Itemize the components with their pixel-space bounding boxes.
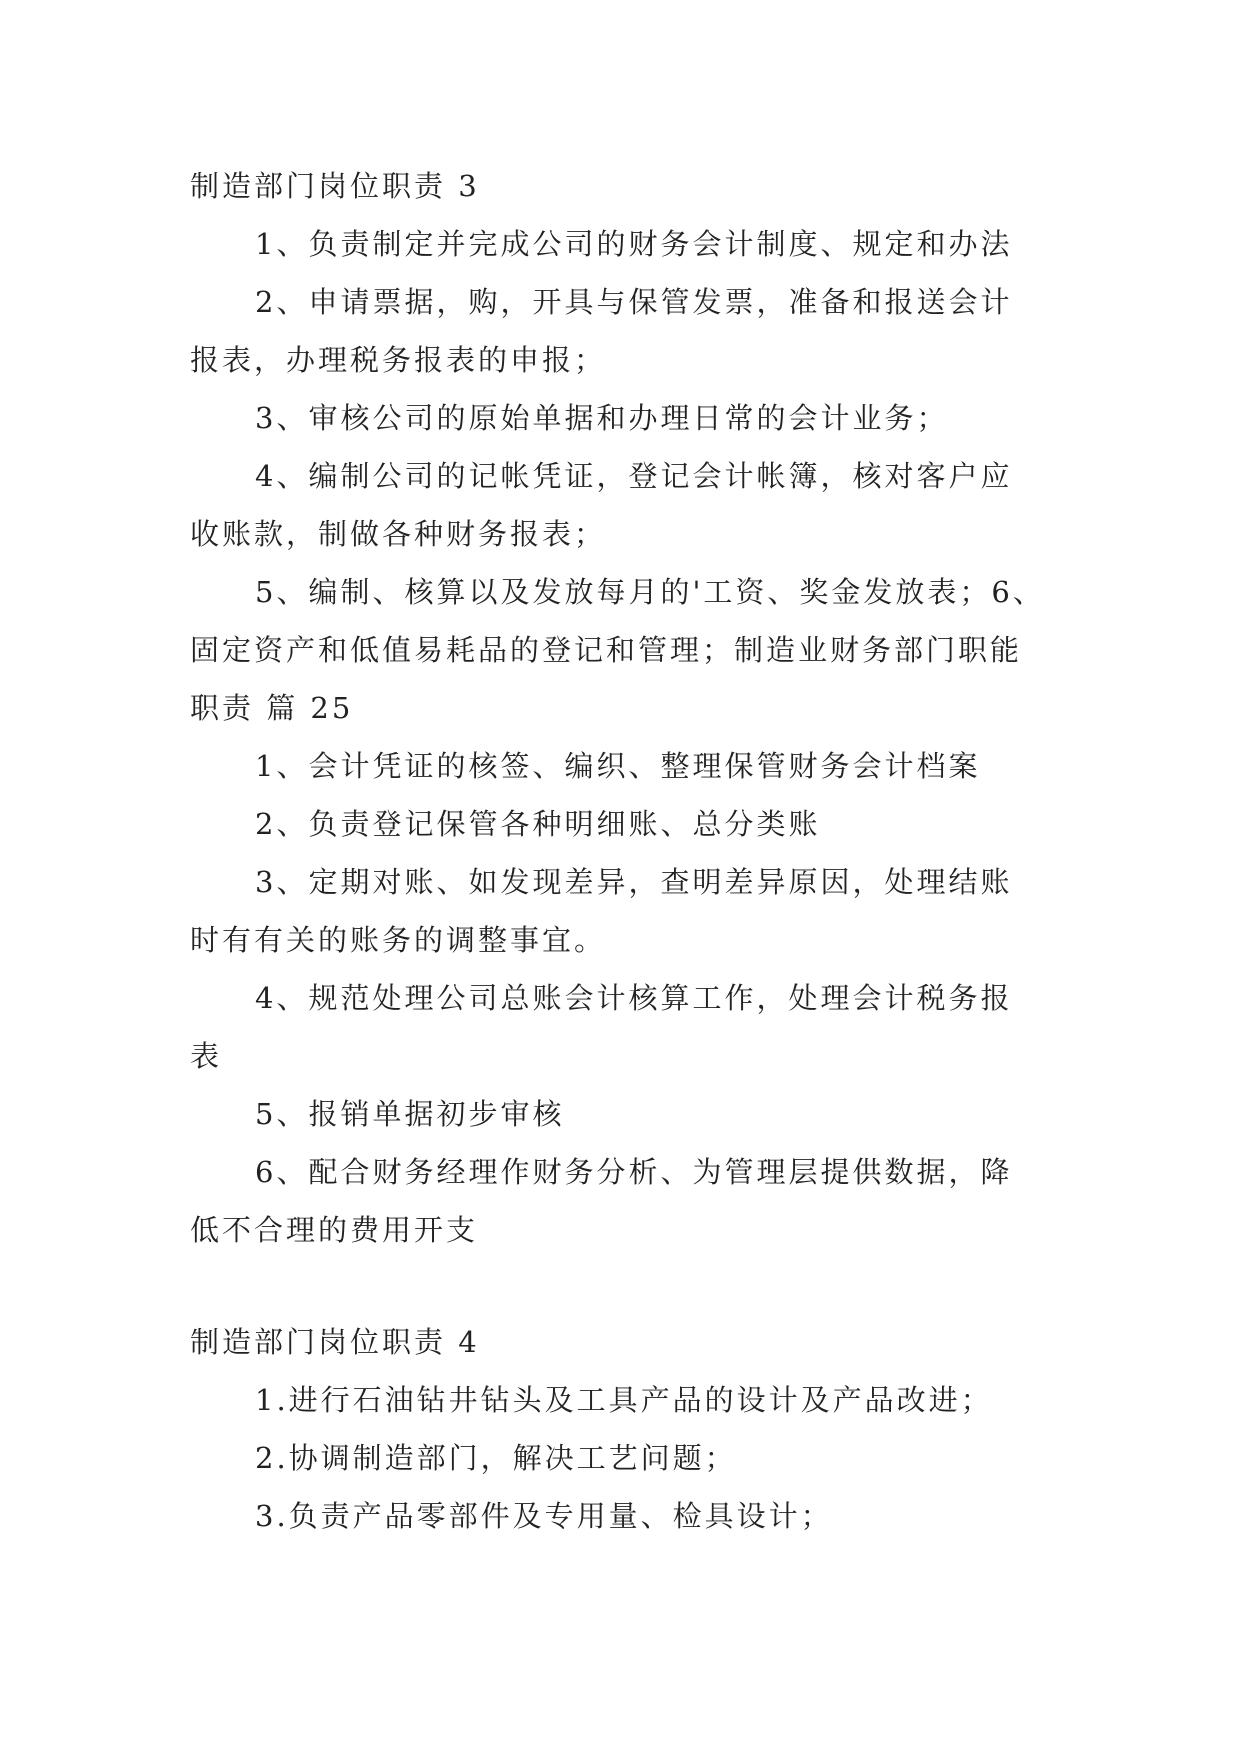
section-3-line-14: 4、规范处理公司总账会计核算工作，处理会计税务报: [255, 981, 1013, 1015]
section-3-line-7: 5、编制、核算以及发放每月的'工资、奖金发放表；6、: [255, 575, 1045, 609]
section-3-line-5: 4、编制公司的记帐凭证，登记会计帐簿，核对客户应: [255, 459, 1013, 493]
section-3-line-6: 收账款，制做各种财务报表；: [190, 517, 607, 551]
section-3-line-3: 报表，办理税务报表的申报；: [190, 343, 607, 377]
section-3-line-4: 3、审核公司的原始单据和办理日常的会计业务；: [255, 401, 949, 435]
section-3-title: 制造部门岗位职责 3: [190, 169, 480, 203]
section-3-line-2: 2、申请票据，购，开具与保管发票，准备和报送会计: [255, 285, 1013, 319]
section-3-line-11: 2、负责登记保管各种明细账、总分类账: [255, 807, 821, 841]
section-4-line-3: 3.负责产品零部件及专用量、检具设计；: [255, 1499, 833, 1533]
section-3-line-9: 职责 篇 25: [190, 691, 354, 725]
section-4-line-1: 1.进行石油钻井钻头及工具产品的设计及产品改进；: [255, 1383, 993, 1417]
section-3-line-13: 时有有关的账务的调整事宜。: [190, 923, 607, 957]
section-3-line-16: 5、报销单据初步审核: [255, 1097, 565, 1131]
section-3-line-10: 1、会计凭证的核签、编织、整理保管财务会计档案: [255, 749, 981, 783]
section-3-line-17: 6、配合财务经理作财务分析、为管理层提供数据，降: [255, 1155, 1013, 1189]
section-3-line-18: 低不合理的费用开支: [190, 1213, 479, 1247]
section-3-line-1: 1、负责制定并完成公司的财务会计制度、规定和办法: [255, 227, 1013, 261]
section-4-title: 制造部门岗位职责 4: [190, 1325, 480, 1359]
section-3-line-15: 表: [190, 1039, 223, 1073]
section-4-line-2: 2.协调制造部门，解决工艺问题；: [255, 1441, 737, 1475]
section-3-line-12: 3、定期对账、如发现差异，查明差异原因，处理结账: [255, 865, 1013, 899]
section-3-line-8: 固定资产和低值易耗品的登记和管理；制造业财务部门职能: [190, 633, 1023, 667]
